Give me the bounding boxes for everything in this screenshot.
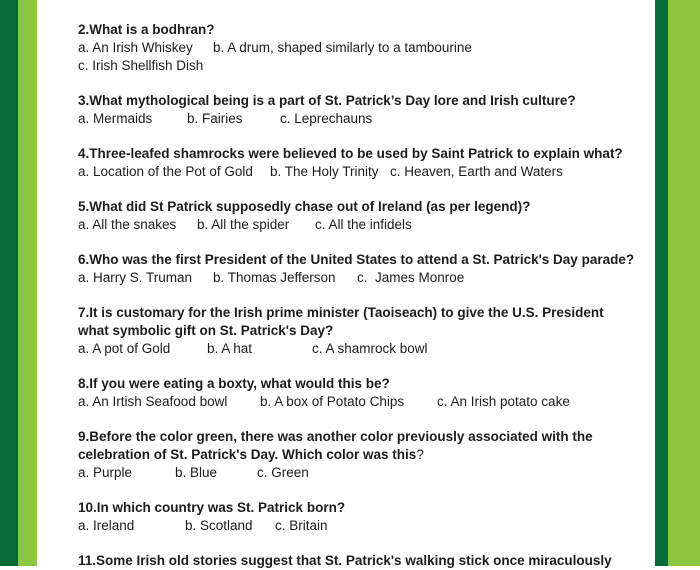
question-6-option-b: b. Thomas Jefferson [213,270,336,285]
question-8-option-c: c. An Irish potato cake [437,394,570,409]
question-9-text-suffix: ? [416,447,424,462]
question-7-options-row [78,340,649,358]
question-6-options-row [78,269,649,287]
question-2-options-row-2 [78,57,649,75]
question-9-option-b: b. Blue [175,465,218,480]
page-border-left-dark [0,0,18,566]
question-9-text-line-2 [78,446,649,464]
question-8-option-a: a. An Irtish Seafood bowl [78,394,228,409]
question-2-options-row-1 [78,39,649,57]
question-10-option-b: b. Scotland [185,518,253,533]
quiz-sheet-content [37,0,655,566]
question-10-text: 10.In which country was St. Patrick born? [78,500,346,515]
page-border-left-light [18,0,37,566]
question-9-option-a: a. Purple [78,465,133,480]
question-7-text-line-2: what symbolic gift on St. Patrick's Day? [78,323,334,338]
question-5-option-b: b. All the spider [197,217,290,232]
question-5-options-row [78,216,649,234]
question-8-options-row [78,393,649,411]
question-8 [78,375,649,411]
question-3-option-b: b. Fairies [187,111,243,126]
question-2-text: 2.What is a bodhran? [78,22,215,37]
question-6 [78,251,649,287]
question-4-option-a: a. Location of the Pot of Gold [78,164,253,179]
question-9 [78,428,649,482]
question-4-text: 4.Three-leafed shamrocks were believed to be used by Saint Patrick to explain what? [78,146,623,161]
question-10 [78,499,649,535]
question-8-text: 8.If you were eating a boxty, what would this be? [78,376,390,391]
question-3 [78,92,649,128]
question-10-options-row [78,517,649,535]
question-5-text: 5.What did St Patrick supposedly chase out of Ireland (as per legend)? [78,199,531,214]
page-border-right-light [668,0,700,566]
question-9-option-c: c. Green [257,465,309,480]
question-10-option-a: a. Ireland [78,518,135,533]
question-7-option-c: c. A shamrock bowl [312,341,428,356]
question-7 [78,304,649,358]
question-9-options-row [78,464,649,482]
question-8-option-b: b. A box of Potato Chips [260,394,405,409]
question-6-text: 6.Who was the first President of the United States to attend a St. Patrick's Day parade? [78,252,635,267]
question-7-option-a: a. A pot of Gold [78,341,171,356]
question-2 [78,21,649,75]
question-6-option-a: a. Harry S. Truman [78,270,193,285]
question-4-option-c: c. Heaven, Earth and Waters [390,164,563,179]
question-2-option-c: c. Irish Shellfish Dish [78,58,204,73]
question-5-option-c: c. All the infidels [315,217,412,232]
question-4-options-row [78,163,649,181]
question-7-option-b: b. A hat [207,341,253,356]
question-4-option-b: b. The Holy Trinity [270,164,379,179]
question-2-option-b: b. A drum, shaped similarly to a tambourine [213,40,472,55]
question-6-option-c: c. James Monroe [357,270,465,285]
question-9-text-line-2-bold: celebration of St. Patrick's Day. Which color was this [78,447,417,462]
question-11-text-line-1: 11.Some Irish old stories suggest that St. Patrick's walking stick once miraculously [78,553,612,568]
question-10-option-c: c. Britain [275,518,328,533]
question-7-text-line-1: 7.It is customary for the Irish prime minister (Taoiseach) to give the U.S. President [78,305,604,320]
question-3-options-row [78,110,649,128]
page-border-right-dark [655,0,668,566]
question-11 [78,552,649,570]
question-5 [78,198,649,234]
question-2-option-a: a. An Irish Whiskey [78,40,193,55]
question-3-option-c: c. Leprechauns [280,111,373,126]
question-4 [78,145,649,181]
question-5-option-a: a. All the snakes [78,217,177,232]
question-3-option-a: a. Mermaids [78,111,153,126]
question-3-text: 3.What mythological being is a part of St. Patrick’s Day lore and Irish culture? [78,93,576,108]
question-9-text-line-1: 9.Before the color green, there was another color previously associated with the [78,429,593,444]
